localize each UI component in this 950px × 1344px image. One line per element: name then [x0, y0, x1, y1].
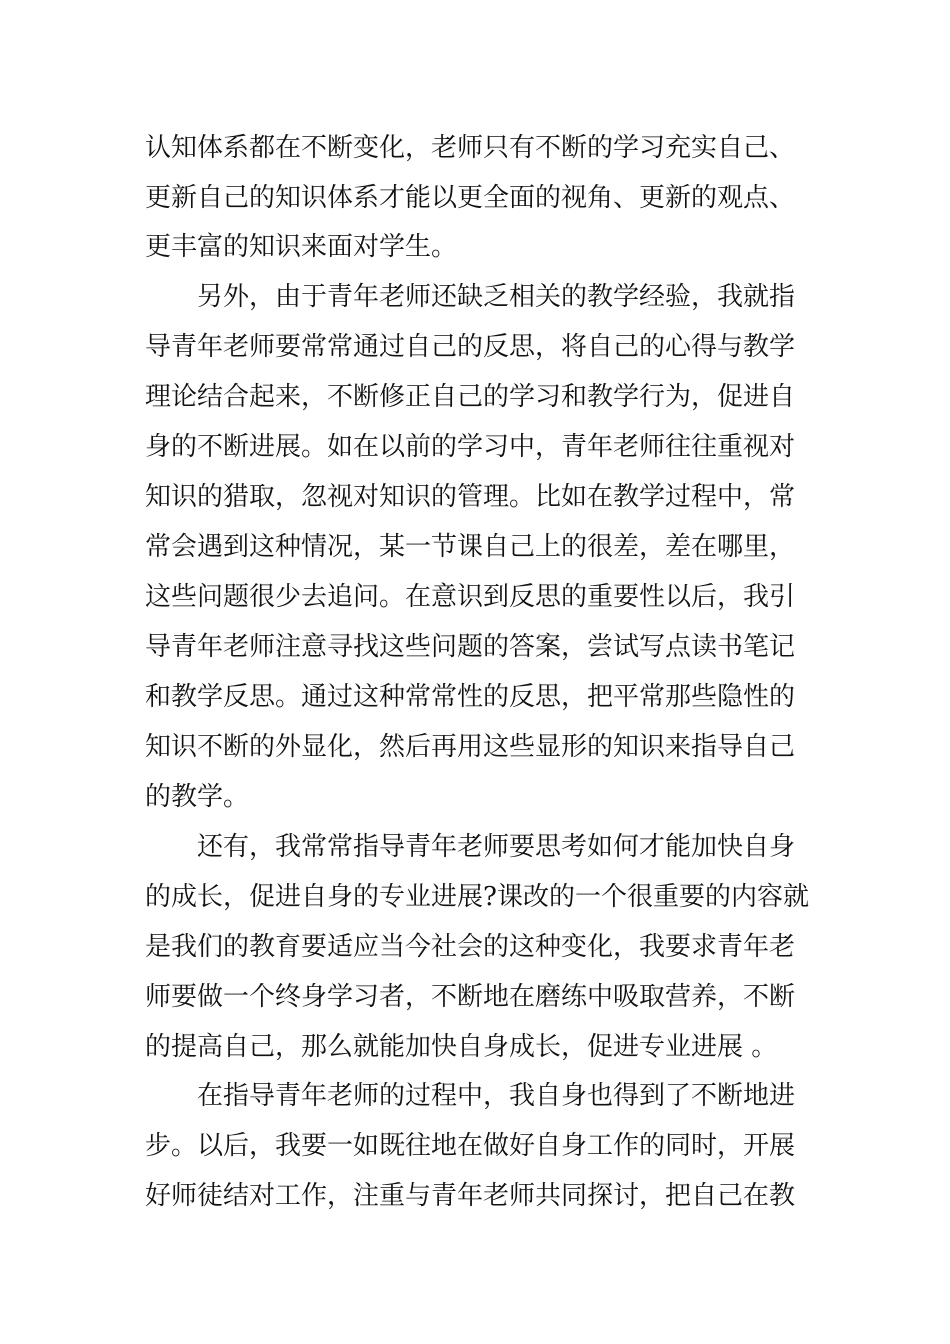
text-line: 更丰富的知识来面对学生。: [145, 232, 458, 262]
paragraph-start-line: 还有，我常常指导青年老师要思考如何才能加快自身: [197, 832, 796, 862]
text-line: 知识的猎取，忽视对知识的管理。比如在教学过程中，常: [145, 482, 796, 512]
paragraph-start-line: 另外，由于青年老师还缺乏相关的教学经验，我就指: [197, 282, 796, 312]
text-line: 导青年老师注意寻找这些问题的答案，尝试写点读书笔记: [145, 632, 796, 662]
text-line: 步。以后，我要一如既往地在做好自身工作的同时，开展: [145, 1131, 796, 1161]
text-line: 的教学。: [145, 782, 250, 812]
text-line: 好师徒结对工作，注重与青年老师共同探讨，把自己在教: [145, 1181, 796, 1211]
text-line: 和教学反思。通过这种常常性的反思，把平常那些隐性的: [145, 682, 796, 712]
text-line: 常会遇到这种情况，某一节课自己上的很差，差在哪里，: [145, 532, 796, 562]
text-line: 的提高自己，那么就能加快自身成长，促进专业进展 。: [145, 1032, 778, 1062]
text-line: 身的不断进展。如在以前的学习中，青年老师往往重视对: [145, 432, 796, 462]
text-line: 认知体系都在不断变化，老师只有不断的学习充实自己、: [145, 133, 796, 163]
text-line: 理论结合起来，不断修正自己的学习和教学行为，促进自: [145, 382, 796, 412]
text-line: 知识不断的外显化，然后再用这些显形的知识来指导自己: [145, 732, 796, 762]
text-line: 的成长，促进自身的专业进展?课改的一个很重要的内容就: [145, 882, 809, 912]
text-line: 这些问题很少去追问。在意识到反思的重要性以后，我引: [145, 582, 796, 612]
text-line: 是我们的教育要适应当今社会的这种变化，我要求青年老: [145, 932, 796, 962]
text-line: 师要做一个终身学习者，不断地在磨练中吸取营养，不断: [145, 982, 796, 1012]
text-line: 更新自己的知识体系才能以更全面的视角、更新的观点、: [145, 183, 796, 213]
text-line: 导青年老师要常常通过自己的反思，将自己的心得与教学: [145, 332, 796, 362]
paragraph-start-line: 在指导青年老师的过程中，我自身也得到了不断地进: [197, 1081, 796, 1111]
